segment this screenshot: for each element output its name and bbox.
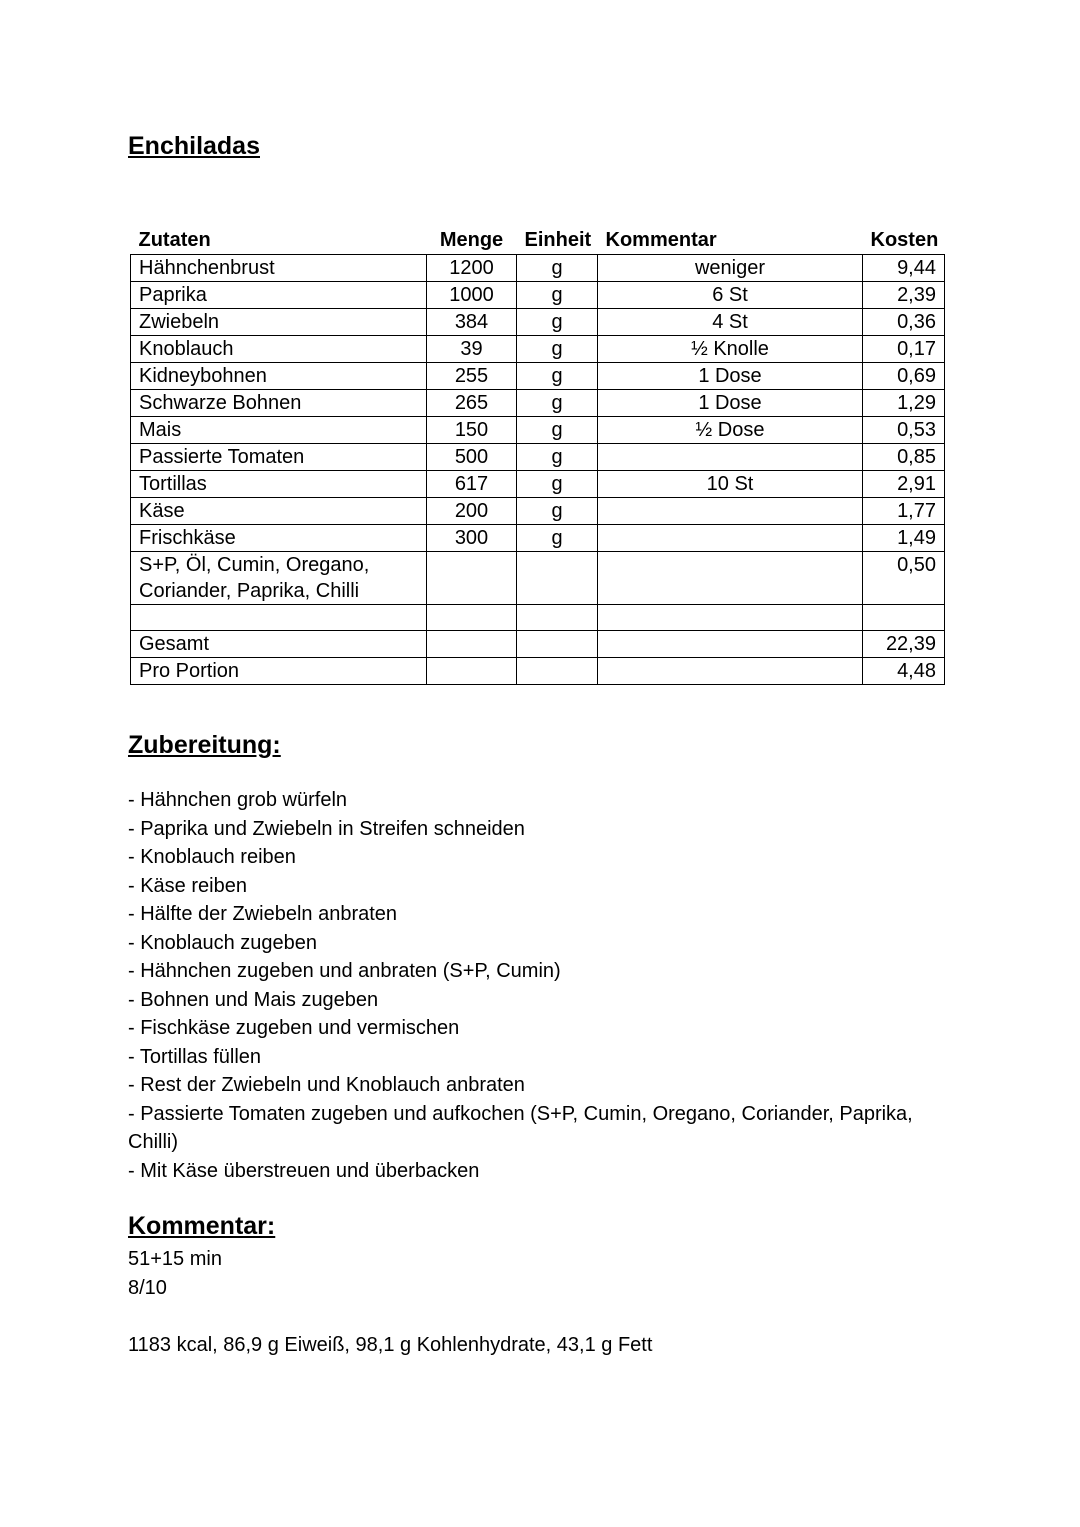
cost-cell: 0,69 (863, 363, 945, 390)
cost-cell: 0,50 (863, 552, 945, 605)
step-item: - Käse reiben (128, 874, 247, 897)
comment-cell (598, 658, 863, 685)
ingredient-name-cell: Paprika (131, 282, 427, 309)
comment-cell: 6 St (598, 282, 863, 309)
amount-cell: 255 (427, 363, 517, 390)
table-row (131, 390, 945, 417)
unit-cell: g (517, 390, 598, 417)
amount-cell: 1200 (427, 255, 517, 282)
cost-cell: 1,49 (863, 525, 945, 552)
unit-cell: g (517, 309, 598, 336)
amount-cell (427, 631, 517, 658)
unit-cell: g (517, 525, 598, 552)
table-row (131, 417, 945, 444)
comment-cell: 10 St (598, 471, 863, 498)
amount-cell: 200 (427, 498, 517, 525)
comment-cell: ½ Knolle (598, 336, 863, 363)
ingredient-name-cell: Knoblauch (131, 336, 427, 363)
unit-cell: g (517, 255, 598, 282)
unit-cell: g (517, 471, 598, 498)
cost-cell: 4,48 (863, 658, 945, 685)
cost-cell: 9,44 (863, 255, 945, 282)
unit-cell: g (517, 417, 598, 444)
table-row (131, 552, 945, 605)
nutrition-info: 1183 kcal, 86,9 g Eiweiß, 98,1 g Kohlenhydrate, 43,1 g Fett (128, 1334, 653, 1356)
table-row (131, 282, 945, 309)
step-item: - Hähnchen grob würfeln (128, 789, 348, 811)
step-item: - Rest der Zwiebeln und Knoblauch anbraten (128, 1074, 525, 1096)
table-row (131, 471, 945, 498)
ingredient-name-cell: Mais (131, 417, 427, 444)
comment-cell (598, 525, 863, 552)
table-row (131, 444, 945, 471)
page-title: Enchiladas (128, 132, 260, 160)
step-item: - Fischkäse zugeben und vermischen (128, 1017, 460, 1039)
unit-cell (517, 552, 598, 605)
ingredient-name-cell: Tortillas (131, 471, 427, 498)
table-header-row (131, 227, 945, 255)
table-row (131, 309, 945, 336)
cost-cell: 0,17 (863, 336, 945, 363)
column-header-menge: Menge (439, 229, 504, 251)
amount-cell: 150 (427, 417, 517, 444)
cooking-time: 51+15 min (128, 1248, 222, 1270)
comment-cell: ½ Dose (598, 417, 863, 444)
amount-cell (427, 658, 517, 685)
ingredient-name-cell: Frischkäse (131, 525, 427, 552)
cost-cell: 1,77 (863, 498, 945, 525)
comment-cell: 4 St (598, 309, 863, 336)
ingredient-name-cell: Pro Portion (131, 658, 427, 685)
preparation-heading: Zubereitung: (128, 731, 281, 759)
step-item: - Hähnchen zugeben und anbraten (S+P, Cumin) (128, 960, 561, 982)
comment-cell (598, 444, 863, 471)
ingredient-name-cell: Käse (131, 498, 427, 525)
ingredient-name-cell: Kidneybohnen (131, 363, 427, 390)
amount-cell: 265 (427, 390, 517, 417)
comment-cell (598, 631, 863, 658)
unit-cell: g (517, 282, 598, 309)
table-row (131, 498, 945, 525)
amount-cell: 617 (427, 471, 517, 498)
amount-cell (427, 552, 517, 605)
column-header-einheit: Einheit (524, 229, 592, 251)
column-header-kosten: Kosten (870, 229, 939, 251)
ingredients-table (130, 227, 945, 685)
comment-heading: Kommentar: (128, 1212, 276, 1240)
comment-cell (598, 498, 863, 525)
comment-cell (598, 605, 863, 631)
ingredient-name-cell (131, 605, 427, 631)
comment-cell (598, 552, 863, 605)
ingredient-name-cell: Schwarze Bohnen (131, 390, 427, 417)
step-item: - Tortillas füllen (128, 1045, 262, 1068)
ingredient-name-cell: Zwiebeln (131, 309, 427, 336)
cost-cell: 2,39 (863, 282, 945, 309)
table-row-total (131, 631, 945, 658)
table-row (131, 363, 945, 390)
unit-cell: g (517, 336, 598, 363)
cost-cell (863, 605, 945, 631)
table-row (131, 525, 945, 552)
preparation-steps (128, 786, 944, 1185)
amount-cell: 384 (427, 309, 517, 336)
unit-cell (517, 631, 598, 658)
column-header-kommentar: Kommentar (605, 229, 717, 251)
ingredient-name-cell: Gesamt (131, 631, 427, 658)
amount-cell: 300 (427, 525, 517, 552)
step-item: - Knoblauch zugeben (128, 931, 318, 954)
step-item: - Paprika und Zwiebeln in Streifen schneiden (128, 817, 525, 840)
cost-cell: 2,91 (863, 471, 945, 498)
cost-cell: 0,36 (863, 309, 945, 336)
cost-cell: 1,29 (863, 390, 945, 417)
step-item: - Passierte Tomaten zugeben und aufkochen (S+P, Cumin, Oregano, Coriander, Paprika, Chilli) (128, 1102, 913, 1153)
amount-cell: 39 (427, 336, 517, 363)
step-item: - Knoblauch reiben (128, 846, 296, 868)
step-item: - Hälfte der Zwiebeln anbraten (128, 903, 398, 925)
column-header-zutaten: Zutaten (138, 229, 211, 251)
rating: 8/10 (128, 1276, 167, 1299)
ingredient-name-cell: Hähnchenbrust (131, 255, 427, 282)
unit-cell: g (517, 363, 598, 390)
unit-cell: g (517, 444, 598, 471)
unit-cell: g (517, 498, 598, 525)
comment-cell: 1 Dose (598, 390, 863, 417)
ingredient-name-cell: S+P, Öl, Cumin, Oregano, Coriander, Paprika, Chilli (131, 552, 427, 605)
amount-cell: 500 (427, 444, 517, 471)
unit-cell (517, 658, 598, 685)
step-item: - Bohnen und Mais zugeben (128, 988, 379, 1011)
cost-cell: 0,85 (863, 444, 945, 471)
table-row (131, 605, 945, 631)
comment-cell: weniger (598, 255, 863, 282)
amount-cell (427, 605, 517, 631)
table-row (131, 255, 945, 282)
table-row (131, 336, 945, 363)
ingredient-name-cell: Passierte Tomaten (131, 444, 427, 471)
amount-cell: 1000 (427, 282, 517, 309)
table-row-per-portion (131, 658, 945, 685)
comment-cell: 1 Dose (598, 363, 863, 390)
cost-cell: 22,39 (863, 631, 945, 658)
unit-cell (517, 605, 598, 631)
step-item: - Mit Käse überstreuen und überbacken (128, 1159, 480, 1182)
cost-cell: 0,53 (863, 417, 945, 444)
